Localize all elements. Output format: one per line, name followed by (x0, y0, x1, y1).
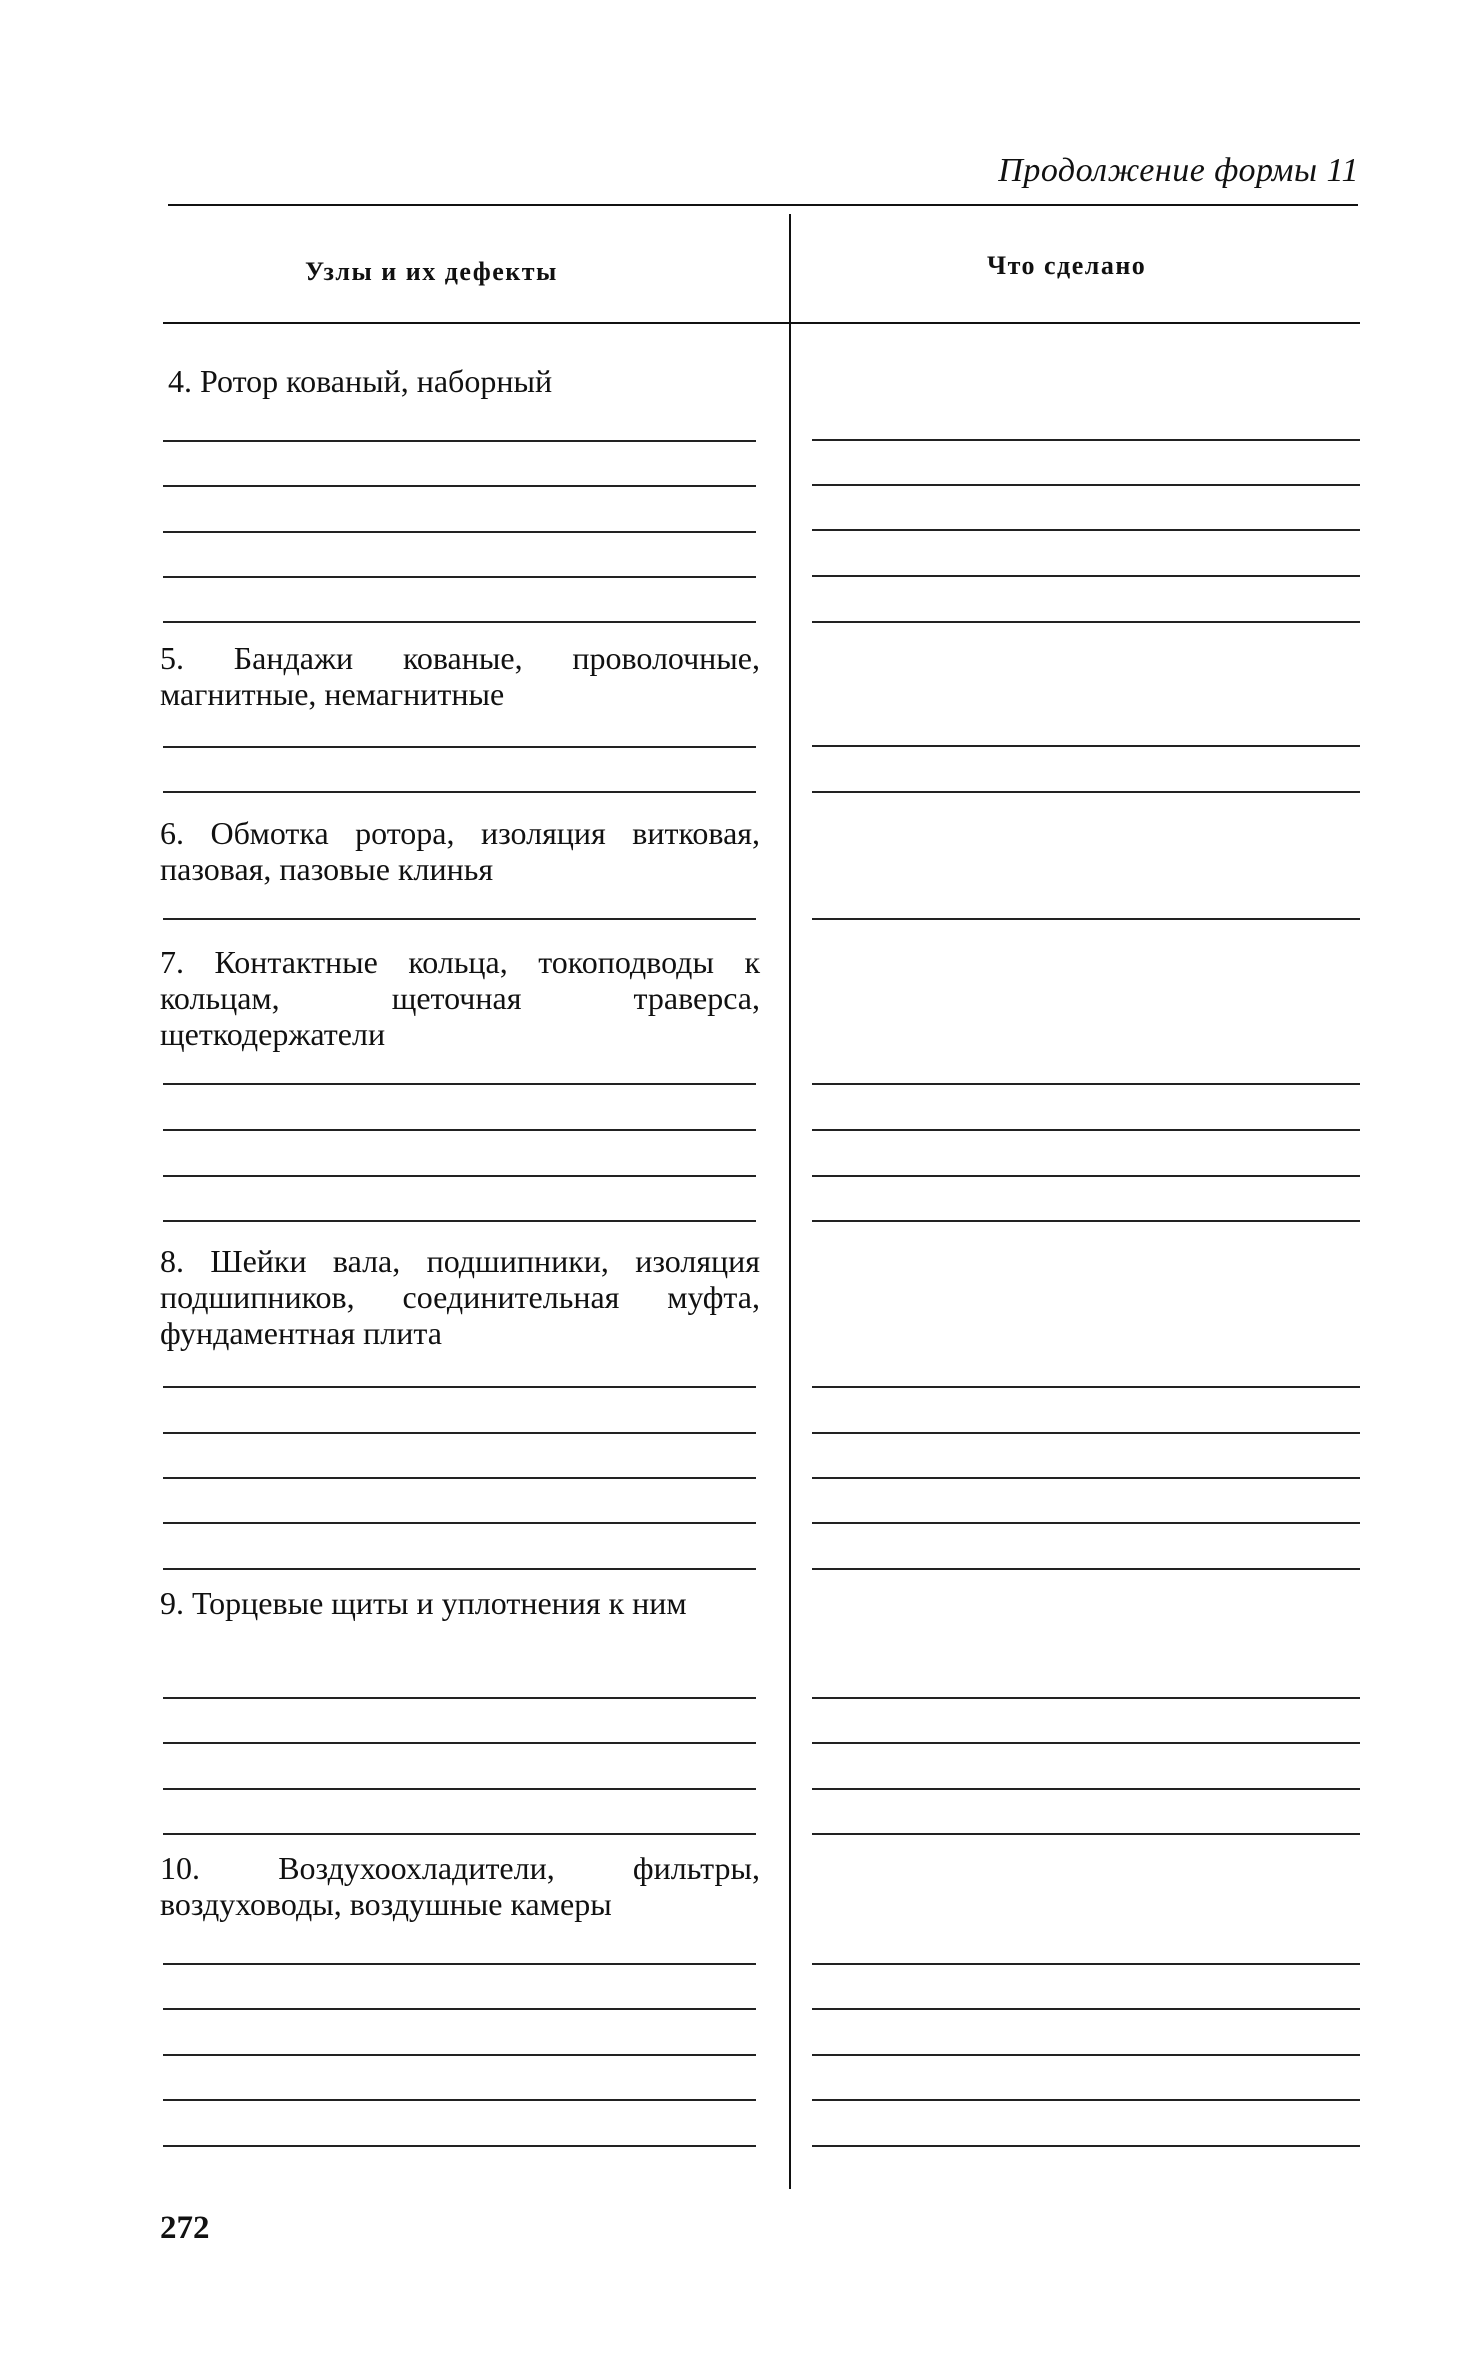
item-text: 8. Шейки вала, подшипники, изоляция подшипников, соединительная муфта, фундаментная плита (160, 1243, 760, 1351)
blank-line (163, 1432, 756, 1434)
blank-line (812, 1083, 1360, 1085)
blank-line (163, 1697, 756, 1699)
blank-line (163, 1175, 756, 1177)
blank-line (812, 1742, 1360, 1744)
blank-line (163, 2099, 756, 2101)
column-header-defects: Узлы и их дефекты (305, 257, 558, 286)
blank-line (812, 1833, 1360, 1835)
blank-line (163, 576, 756, 578)
item-text: 10. Воздухоохладители, фильтры, воздуховоды, воздушные камеры (160, 1850, 760, 1922)
blank-line (163, 2008, 756, 2010)
blank-line (163, 1220, 756, 1222)
blank-line (812, 575, 1360, 577)
blank-line (812, 439, 1360, 441)
blank-line (812, 745, 1360, 747)
page-number: 272 (160, 2210, 210, 2246)
blank-line (812, 2054, 1360, 2056)
item-text: 4. Ротор кованый, наборный (168, 363, 553, 399)
blank-line (812, 1432, 1360, 1434)
blank-line (812, 2145, 1360, 2147)
blank-line (163, 1833, 756, 1835)
table-header-bottom-rule (163, 322, 1360, 324)
blank-line (812, 484, 1360, 486)
blank-line (163, 1129, 756, 1131)
blank-line (812, 1477, 1360, 1479)
blank-line (812, 1386, 1360, 1388)
blank-line (812, 529, 1360, 531)
blank-line (163, 2054, 756, 2056)
blank-line (163, 1963, 756, 1965)
blank-line (812, 1568, 1360, 1570)
blank-line (163, 791, 756, 793)
blank-line (163, 1386, 756, 1388)
blank-line (163, 621, 756, 623)
blank-line (163, 1522, 756, 1524)
blank-line (163, 746, 756, 748)
blank-line (812, 1220, 1360, 1222)
blank-line (812, 1788, 1360, 1790)
blank-line (812, 791, 1360, 793)
blank-line (812, 1175, 1360, 1177)
blank-line (812, 1129, 1360, 1131)
column-header-done: Что сделано (987, 251, 1147, 280)
blank-line (812, 1697, 1360, 1699)
blank-line (163, 1742, 756, 1744)
blank-line (163, 918, 756, 920)
blank-line (163, 1477, 756, 1479)
item-text: 5. Бандажи кованые, проволочные, магнитные, немагнитные (160, 640, 760, 712)
item-text: 9. Торцевые щиты и уплотнения к ним (160, 1585, 687, 1621)
blank-line (812, 918, 1360, 920)
blank-line (812, 1522, 1360, 1524)
form-continuation-title: Продолжение формы 11 (998, 152, 1359, 189)
blank-line (163, 2145, 756, 2147)
blank-line (163, 440, 756, 442)
blank-line (163, 485, 756, 487)
blank-line (812, 2008, 1360, 2010)
blank-line (812, 2099, 1360, 2101)
table-top-rule (168, 204, 1358, 206)
blank-line (163, 1788, 756, 1790)
table-column-divider (789, 214, 791, 2189)
item-text: 7. Контактные кольца, токоподводы к кольцам, щеточная траверса, щеткодержатели (160, 944, 760, 1052)
blank-line (163, 1083, 756, 1085)
blank-line (163, 1568, 756, 1570)
item-text: 6. Обмотка ротора, изоляция витковая, пазовая, пазовые клинья (160, 815, 760, 887)
blank-line (812, 1963, 1360, 1965)
blank-line (812, 621, 1360, 623)
blank-line (163, 531, 756, 533)
